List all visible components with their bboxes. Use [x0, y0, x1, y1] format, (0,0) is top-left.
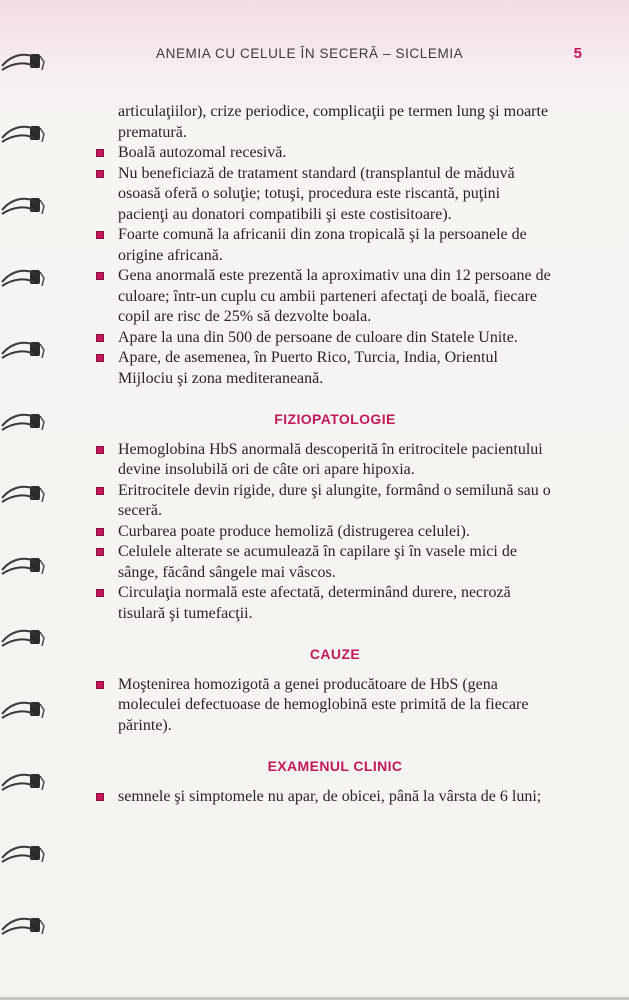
spiral-ring: [2, 486, 44, 502]
bullet-icon: [96, 528, 104, 536]
bullet-icon: [96, 354, 104, 362]
bullet-icon: [96, 681, 104, 689]
cauze-bullet-list: [92, 675, 552, 737]
list-item: semnele şi simptomele nu apar, de obicei, până la vârsta de 6 luni;: [92, 787, 552, 808]
spiral-ring: [2, 846, 44, 862]
bullet-icon: [96, 446, 104, 454]
page-number: 5: [573, 45, 582, 62]
list-item: Moştenirea homozigotă a genei producătoare de HbS (gena moleculei defectuoase de hemoglobină este primită de la fiecare părinte).: [92, 675, 552, 737]
spiral-ring: [2, 414, 44, 430]
list-item: Foarte comună la africanii din zona tropicală şi la persoanele de origine africană.: [92, 225, 552, 266]
bullet-icon: [96, 589, 104, 597]
running-title: ANEMIA CU CELULE ÎN SECERĂ – SICLEMIA: [156, 46, 464, 61]
list-item: Curbarea poate produce hemoliză (distrugerea celulei).: [92, 522, 552, 543]
bullet-icon: [96, 272, 104, 280]
list-item: Eritrocitele devin rigide, dure şi alungite, formând o semilună sau o seceră.: [92, 481, 552, 522]
bullet-icon: [96, 548, 104, 556]
fiziopatologie-bullet-list: [92, 440, 552, 625]
section-heading-cauze: CAUZE: [309, 646, 361, 662]
list-item: Celulele alterate se acumulează în capilare şi în vasele mici de sânge, făcând sângele mai vâscos.: [92, 542, 552, 583]
spiral-ring: [2, 198, 44, 214]
spiral-ring: [2, 270, 44, 286]
spiral-binding: [0, 0, 70, 1000]
spiral-ring: [2, 342, 44, 358]
intro-continuation: articulaţiilor), crize periodice, complicaţii pe termen lung şi moarte prematură.: [118, 103, 549, 141]
examenul-clinic-bullet-list: [92, 787, 552, 808]
bullet-icon: [96, 793, 104, 801]
bullet-icon: [96, 170, 104, 178]
spiral-ring: [2, 702, 44, 718]
spiral-ring: [2, 558, 44, 574]
section-heading-fiziopatologie: FIZIOPATOLOGIE: [274, 411, 396, 427]
list-item: Apare la una din 500 de persoane de culoare din Statele Unite.: [92, 328, 552, 349]
page-content: [92, 102, 552, 807]
list-item: Boală autozomal recesivă.: [92, 143, 552, 164]
list-item: Circulaţia normală este afectată, determinând durere, necroză tisulară şi tumefacţii.: [92, 583, 552, 624]
general-bullet-list: [92, 143, 552, 389]
section-heading-examenul-clinic: EXAMENUL CLINIC: [267, 758, 403, 774]
bullet-icon: [96, 487, 104, 495]
bullet-icon: [96, 334, 104, 342]
spiral-ring: [2, 54, 44, 70]
list-item: Nu beneficiază de tratament standard (transplantul de măduvă osoasă oferă o soluţie; totuşi, procedura este riscantă, puţini pacienţi au donatori compatibili şi este costisitoare).: [92, 164, 552, 226]
bullet-icon: [96, 231, 104, 239]
list-item: Apare, de asemenea, în Puerto Rico, Turcia, India, Orientul Mijlociu şi zona mediteraneană.: [92, 348, 552, 389]
list-item: Hemoglobina HbS anormală descoperită în eritrocitele pacientului devine insolubilă ori de câte ori apare hipoxia.: [92, 440, 552, 481]
spiral-ring: [2, 774, 44, 790]
spiral-ring: [2, 918, 44, 934]
spiral-binding-graphic: [0, 0, 70, 1000]
spiral-ring: [2, 630, 44, 646]
list-item: Gena anormală este prezentă la aproximativ una din 12 persoane de culoare; într-un cuplu cu ambii parteneri afectaţi de boală, fiecare copil are risc de 25% să dezvolte boala.: [92, 266, 552, 328]
page-header: [120, 44, 590, 68]
bullet-icon: [96, 149, 104, 157]
spiral-ring: [2, 126, 44, 142]
